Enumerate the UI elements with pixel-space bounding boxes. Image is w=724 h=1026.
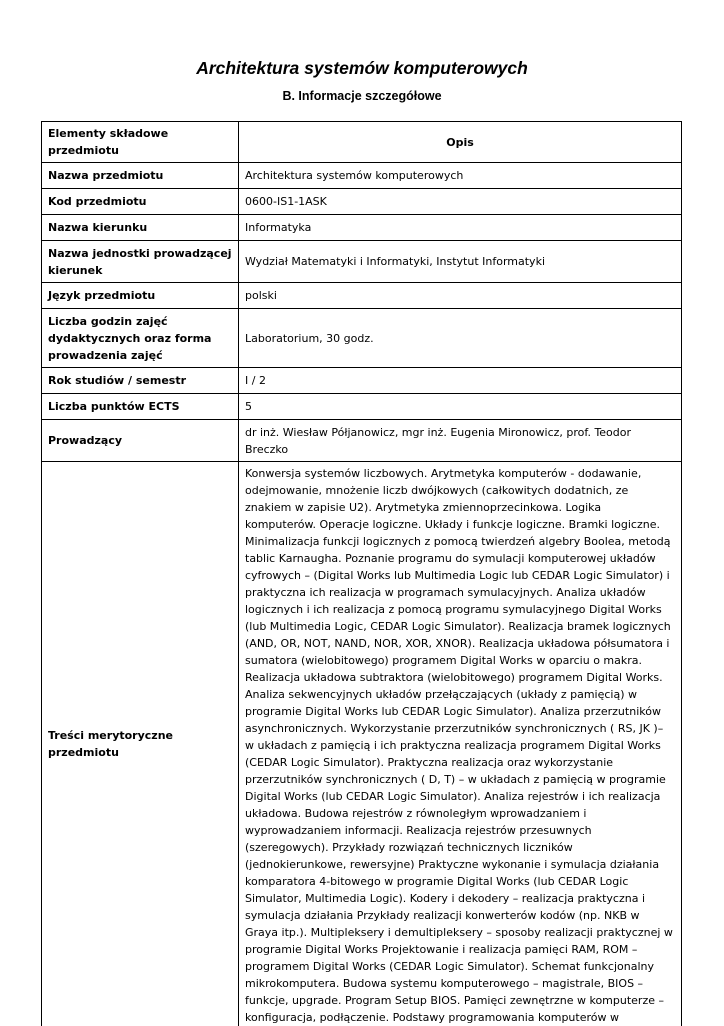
row-value: Informatyka <box>239 215 682 241</box>
row-value: dr inż. Wiesław Półjanowicz, mgr inż. Eugenia Mironowicz, prof. Teodor Breczko <box>239 420 682 462</box>
table-row <box>42 420 682 462</box>
table-row <box>42 215 682 241</box>
table-row <box>42 283 682 309</box>
table-row <box>42 462 682 1026</box>
document-title: Architektura systemów komputerowych <box>0 58 724 79</box>
table-row <box>42 241 682 283</box>
row-label: Kod przedmiotu <box>42 189 239 215</box>
row-value: Wydział Matematyki i Informatyki, Instytut Informatyki <box>239 241 682 283</box>
row-label: Treści merytoryczne przedmiotu <box>42 462 239 1026</box>
row-value: 5 <box>239 394 682 420</box>
row-label: Liczba godzin zajęć dydaktycznych oraz forma prowadzenia zajęć <box>42 309 239 368</box>
row-label: Nazwa jednostki prowadzącej kierunek <box>42 241 239 283</box>
row-value: Architektura systemów komputerowych <box>239 163 682 189</box>
row-label: Język przedmiotu <box>42 283 239 309</box>
table-row <box>42 309 682 368</box>
table-header-row <box>42 122 682 163</box>
header-cell-description: Opis <box>239 122 682 163</box>
table-row <box>42 394 682 420</box>
table-row <box>42 163 682 189</box>
row-value: polski <box>239 283 682 309</box>
row-label: Nazwa kierunku <box>42 215 239 241</box>
row-label: Prowadzący <box>42 420 239 462</box>
header-cell-elements: Elementy składowe przedmiotu <box>42 122 239 163</box>
row-value: I / 2 <box>239 368 682 394</box>
row-value: 0600-IS1-1ASK <box>239 189 682 215</box>
row-label: Liczba punktów ECTS <box>42 394 239 420</box>
row-value: Laboratorium, 30 godz. <box>239 309 682 368</box>
row-value: Konwersja systemów liczbowych. Arytmetyka komputerów - dodawanie, odejmowanie, mnożenie liczb dwójkowych (całkowitych dodatnich, ze znakiem w zapisie U2). Arytmetyka zmiennoprzecinkowa. Logika komputerów. Operacje logiczne. Układy i funkcje logiczne. Bramki logiczne. Minimalizacja funkcji logicznych z pomocą twierdzeń algebry Boolea, metodą tablic Karnaugha. Poznanie programu do symulacji komputerowej układów cyfrowych – (Digital Works lub Multimedia Logic lub CEDAR Logic Simulator) i praktyczna ich realizacja w programach symulacyjnych. Analiza układów logicznych i ich realizacja z pomocą programu symulacyjnego Digital Works (lub Multimedia Logic, CEDAR Logic Simulator). Realizacja bramek logicznych (AND, OR, NOT, NAND, NOR, XOR, XNOR). Realizacja układowa półsumatora i sumatora (wielobitowego) programem Digital Works w oparciu o makra. Realizacja układowa subtraktora (wielobitowego) programem Digital Works. Analiza sekwencyjnych układów przełączających (układy z pamięcią) w programie Digital Works lub CEDAR Logic Simulator). Analiza przerzutników asynchronicznych. Wykorzystanie przerzutników synchronicznych ( RS, JK )– w układach z pamięcią i ich praktyczna realizacja programem Digital Works (CEDAR Logic Simulator). Praktyczna realizacja oraz wykorzystanie przerzutników synchronicznych ( D, T) – w układach z pamięcią w programie Digital Works (lub CEDAR Logic Simulator). Analiza rejestrów i ich realizacja układowa. Budowa rejestrów z równoległym wprowadzaniem i wyprowadzaniem informacji. Realizacja rejestrów przesuwnych (szeregowych). Przykłady rozwiązań technicznych liczników (jednokierunkowe, rewersyjne) Praktyczne wykonanie i symulacja działania komparatora 4-bitowego w programie Digital Works (lub CEDAR Logic Simulator, Multimedia Logic). Kodery i dekodery – realizacja praktyczna i symulacja działania Przykłady realizacji konwerterów kodów (np. NKB w Graya itp.). Multipleksery i demultipleksery – sposoby realizacji praktycznej w programie Digital Works Projektowanie i realizacja pamięci RAM, ROM – programem Digital Works (CEDAR Logic Simulator). Schemat funkcjonalny mikrokomputera. Budowa systemu komputerowego – magistrale, BIOS – funkcje, upgrade. Program Setup BIOS. Pamięci zewnętrzne w komputerze – konfiguracja, podłączenie. Podstawy programowania komputerów w <box>239 462 682 1026</box>
document-subtitle: B. Informacje szczegółowe <box>0 89 724 103</box>
course-info-table <box>41 121 682 1026</box>
row-label: Rok studiów / semestr <box>42 368 239 394</box>
table-row <box>42 368 682 394</box>
row-label: Nazwa przedmiotu <box>42 163 239 189</box>
table-row <box>42 189 682 215</box>
